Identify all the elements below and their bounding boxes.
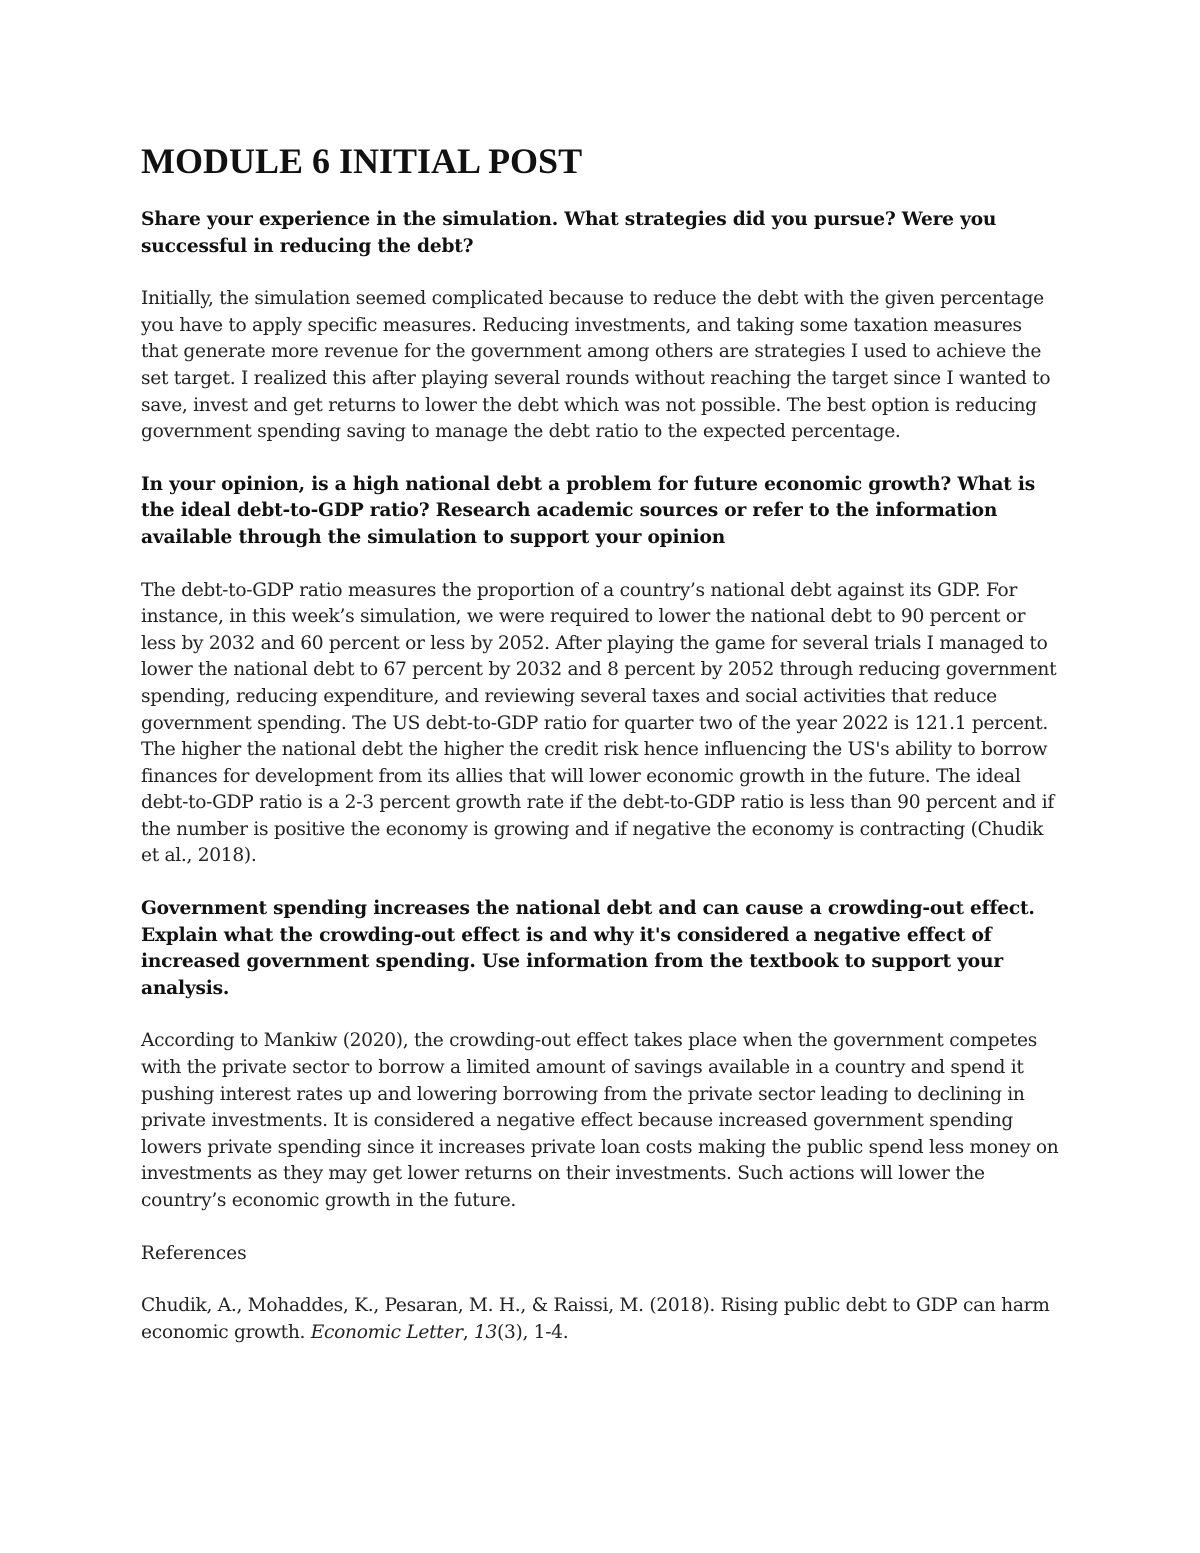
reference-issue-pages: (3), 1-4. — [497, 1321, 569, 1343]
answer-1: Initially, the simulation seemed complicated because to reduce the debt with the given percentage you have to apply specific measures. Reducing investments, and taking some taxation measures that generate more revenue for the government among others are strategies I used to achieve the set target. I realized this after playing several rounds without reaching the target since I wanted to save, invest and get returns to lower the debt which was not possible. The best option is reducing government spending saving to manage the debt ratio to the expected percentage. — [141, 288, 1051, 443]
reference-separator: , — [462, 1321, 474, 1343]
reference-entry — [141, 1293, 1061, 1346]
reference-journal: Economic Letter — [310, 1321, 463, 1343]
document-title: MODULE 6 INITIAL POST — [141, 141, 583, 181]
answer-2: The debt-to-GDP ratio measures the proportion of a country’s national debt against its GDP. For instance, in this week’s simulation, we were required to lower the national debt to 90 percent or less by 2032 and 60 percent or less by 2052. After playing the game for several trials I managed to lower the national debt to 67 percent by 2032 and 8 percent by 2052 through reducing government spending, reducing expenditure, and reviewing several taxes and social activities that reduce government spending. The US debt-to-GDP ratio for quarter two of the year 2022 is 121.1 percent. The higher the national debt the higher the credit risk hence influencing the US's ability to borrow finances for development from its allies that will lower economic growth in the future. The ideal debt-to-GDP ratio is a 2-3 percent growth rate if the debt-to-GDP ratio is less than 90 percent and if the number is positive the economy is growing and if negative the economy is contracting (Chudik et al., 2018). — [141, 579, 1057, 867]
question-2: In your opinion, is a high national debt a problem for future economic growth? What is the ideal debt-to-GDP ratio? Research academic sources or refer to the information available through the simulation to support your opinion — [141, 473, 1036, 548]
reference-volume: 13 — [473, 1321, 498, 1343]
reference-text: Chudik, A., Mohaddes, K., Pesaran, M. H., & Raissi, M. (2018). Rising public debt to GDP can harm economic growth. — [141, 1295, 1050, 1343]
references-heading: References — [141, 1242, 247, 1264]
question-3: Government spending increases the national debt and can cause a crowding-out effect. Explain what the crowding-out effect is and why it's considered a negative effect of increased government spending. Use information from the textbook to support your analysis. — [141, 898, 1035, 999]
question-1: Share your experience in the simulation. What strategies did you pursue? Were you successful in reducing the debt? — [141, 209, 997, 257]
answer-3: According to Mankiw (2020), the crowding-out effect takes place when the government competes with the private sector to borrow a limited amount of savings available in a country and spend it pushing interest rates up and lowering borrowing from the private sector leading to declining in private investments. It is considered a negative effect because increased government spending lowers private spending since it increases private loan costs making the public spend less money on investments as they may get lower returns on their investments. Such actions will lower the country’s economic growth in the future. — [141, 1030, 1059, 1211]
document-page — [141, 135, 1061, 1346]
